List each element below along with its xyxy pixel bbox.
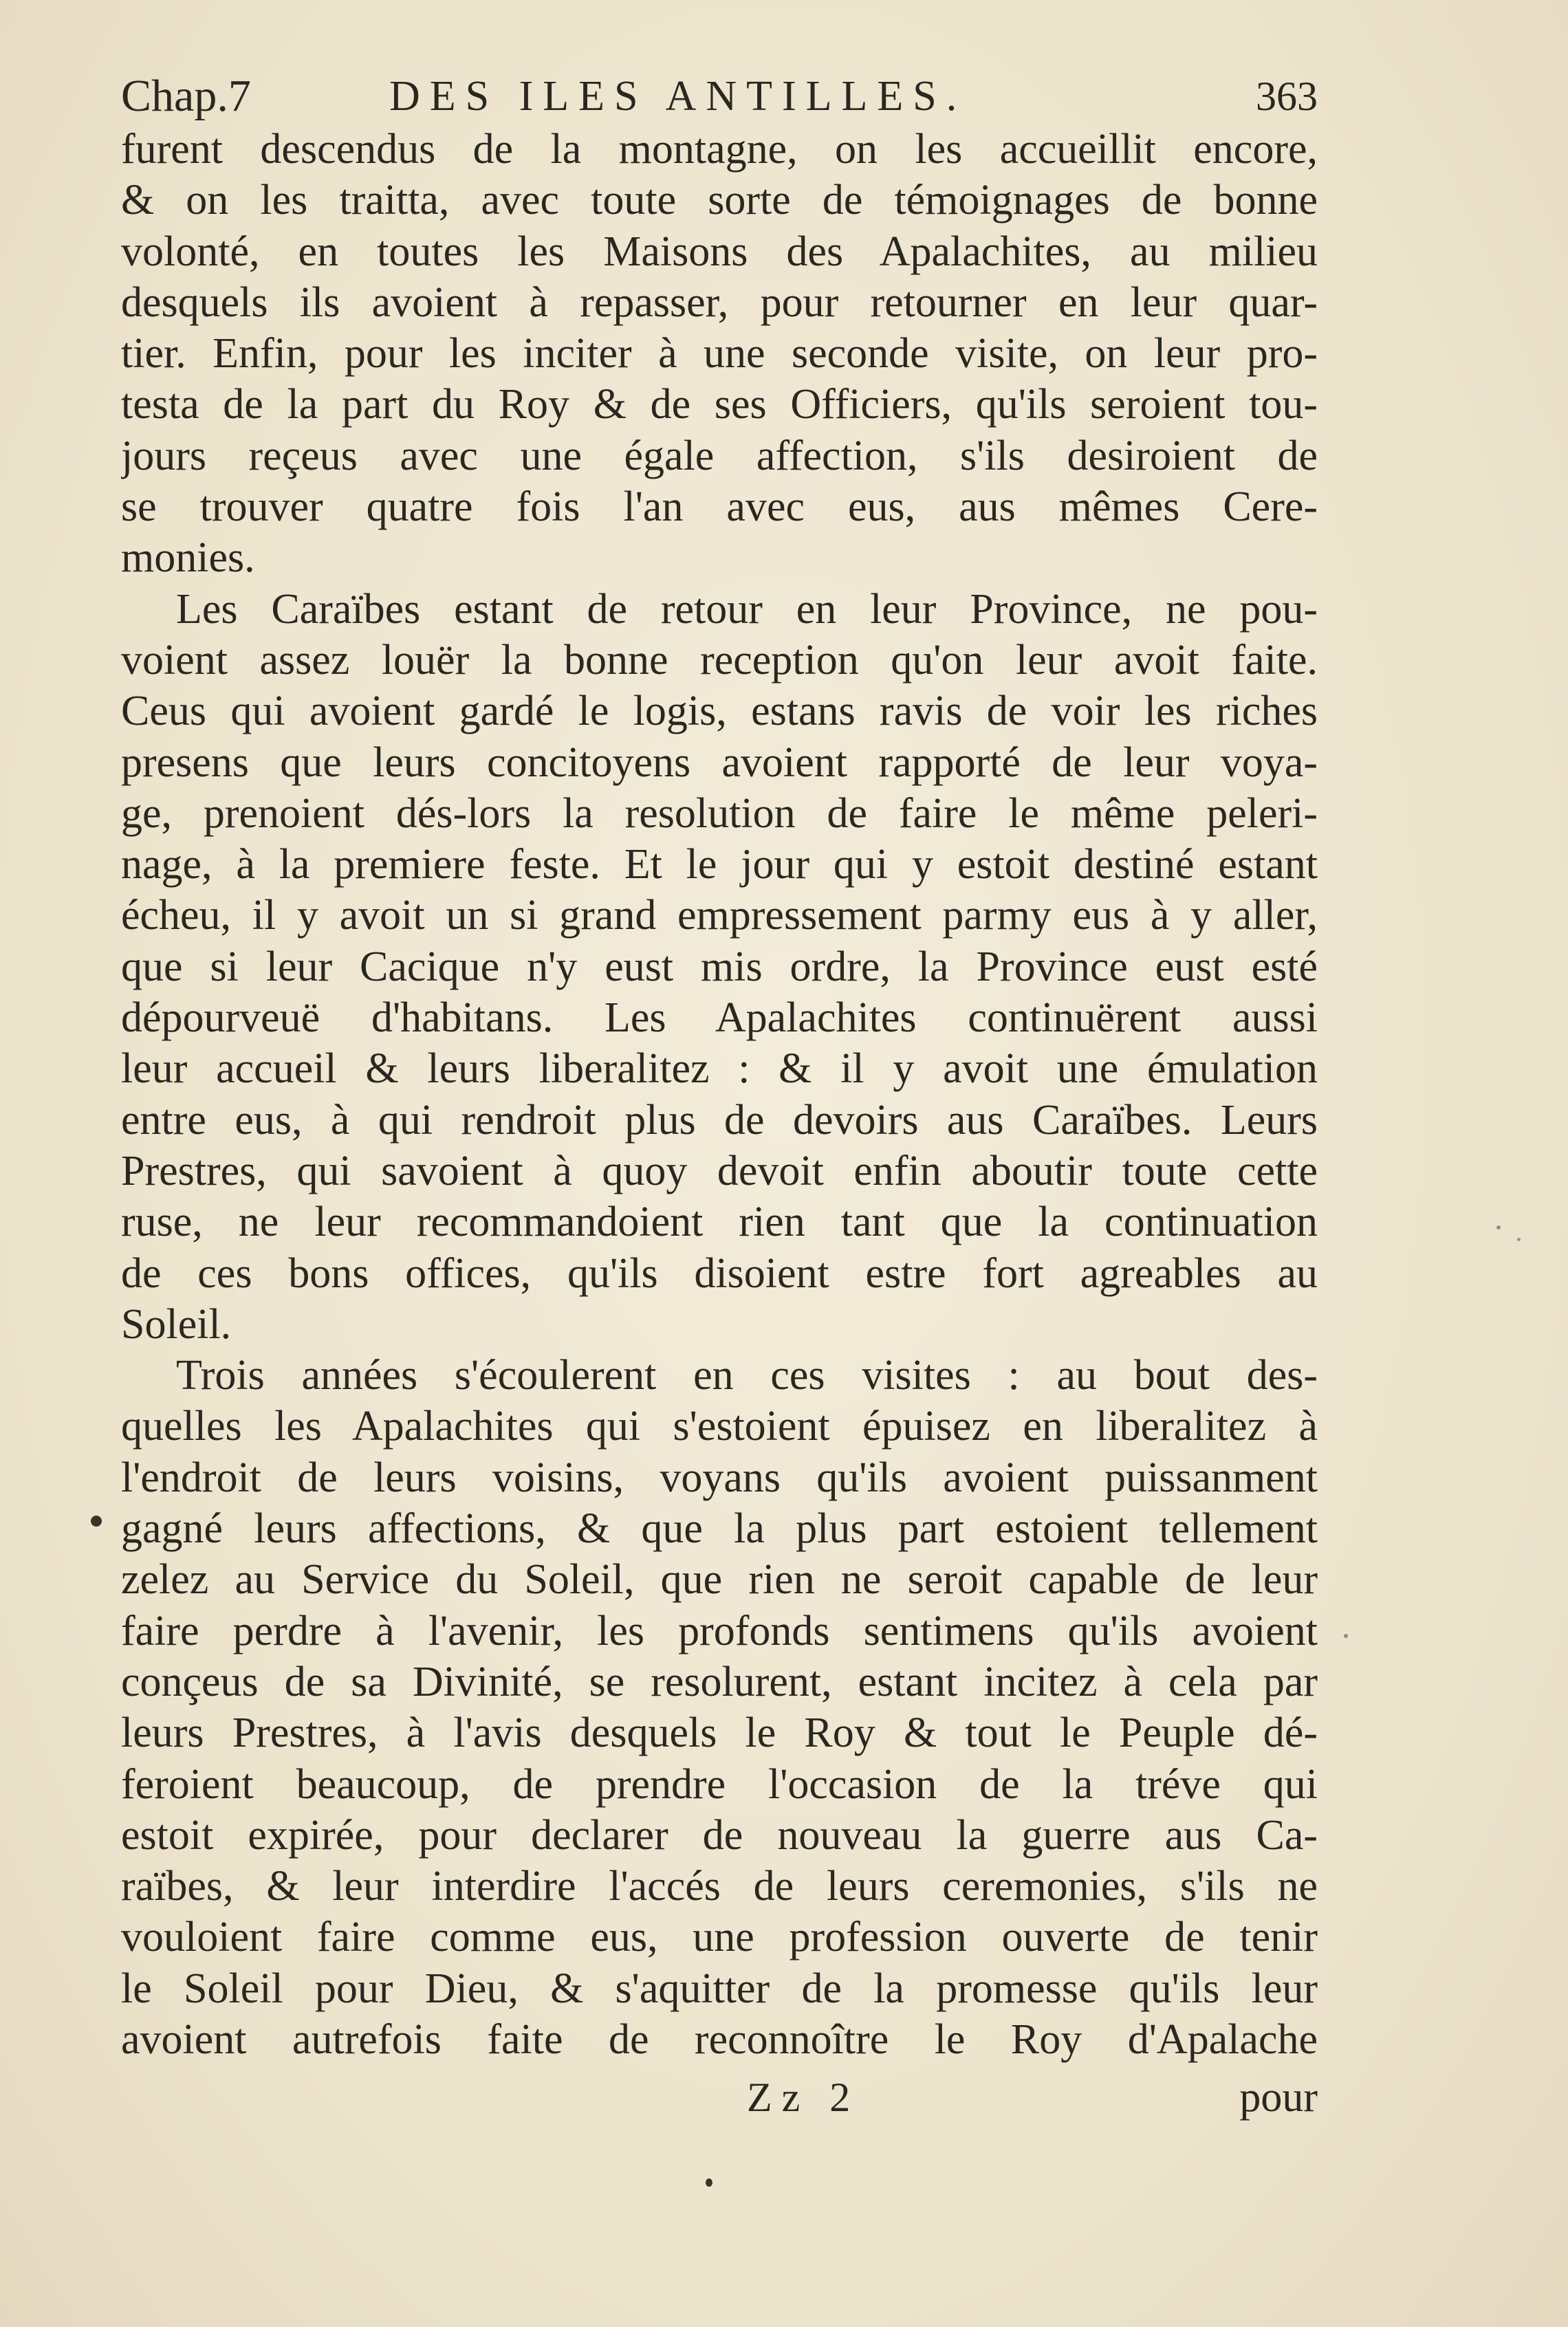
text-line: leur accueil & leurs liberalitez : & il y avoit une émulation xyxy=(121,1045,1318,1093)
signature-mark: Zz 2 xyxy=(747,2075,860,2120)
text-line: tier. Enfin, pour les inciter à une seconde visite, on leur pro- xyxy=(121,330,1318,378)
text-line: raïbes, & leur interdire l'accés de leurs ceremonies, s'ils ne xyxy=(121,1863,1318,1910)
ink-speck xyxy=(706,2178,712,2187)
paragraph-end-line: monies. xyxy=(121,534,255,582)
page-footer xyxy=(121,2070,1318,2125)
running-title: DES ILES ANTILLES. xyxy=(389,73,967,120)
text-line: avoient autrefois faite de reconnoître le Roy d'Apalache xyxy=(121,2015,1318,2063)
ink-speck xyxy=(91,1516,102,1527)
text-line: vouloient faire comme eus, une profession ouverte de tenir xyxy=(121,1914,1318,1961)
catchword: pour xyxy=(1239,2074,1318,2121)
text-line: & on les traitta, avec toute sorte de témoignages de bonne xyxy=(121,177,1318,224)
paragraph-end-line: Soleil. xyxy=(121,1300,232,1348)
ink-speck xyxy=(1496,1225,1501,1230)
text-line: faire perdre à l'avenir, les profonds sentimens qu'ils avoient xyxy=(121,1607,1318,1654)
text-line: jours reçeus avec une égale affection, s'ils desiroient de xyxy=(121,432,1318,479)
text-line: estoit expirée, pour declarer de nouveau la guerre aus Ca- xyxy=(121,1811,1318,1859)
text-line: feroient beaucoup, de prendre l'occasion de la tréve qui xyxy=(121,1760,1318,1808)
text-line: l'endroit de leurs voisins, voyans qu'ils avoient puissanment xyxy=(121,1454,1318,1501)
text-line: Prestres, qui savoient à quoy devoit enfin aboutir toute cette xyxy=(121,1147,1318,1194)
text-line: dépourveuë d'habitans. Les Apalachites continuërent aussi xyxy=(121,994,1318,1042)
body-text xyxy=(121,124,1318,2065)
text-line: gagné leurs affections, & que la plus part estoient tellement xyxy=(121,1505,1318,1553)
text-line: ge, prenoient dés-lors la resolution de faire le même peleri- xyxy=(121,789,1318,837)
ink-speck xyxy=(1344,1634,1348,1638)
text-line: le Soleil pour Dieu, & s'aquitter de la promesse qu'ils leur xyxy=(121,1965,1318,2012)
text-line: presens que leurs concitoyens avoient rapporté de leur voya- xyxy=(121,739,1318,786)
text-line: Ceus qui avoient gardé le logis, estans ravis de voir les riches xyxy=(121,688,1318,735)
text-line: voient assez louër la bonne reception qu'on leur avoit faite. xyxy=(121,636,1318,684)
text-line: testa de la part du Roy & de ses Officiers, qu'ils seroient tou- xyxy=(121,381,1318,428)
text-line: entre eus, à qui rendroit plus de devoirs aus Caraïbes. Leurs xyxy=(121,1096,1318,1144)
chapter-label: Chap.7 xyxy=(121,71,251,121)
paragraph-start-line: Les Caraïbes estant de retour en leur Province, ne pou- xyxy=(176,585,1318,633)
page-number: 363 xyxy=(1256,74,1318,119)
text-line: zelez au Service du Soleil, que rien ne seroit capable de leur xyxy=(121,1556,1318,1604)
text-line: volonté, en toutes les Maisons des Apalachites, au milieu xyxy=(121,228,1318,275)
text-line: écheu, il y avoit un si grand empressement parmy eus à y aller, xyxy=(121,892,1318,939)
text-line: se trouver quatre fois l'an avec eus, aus mêmes Cere- xyxy=(121,483,1318,531)
text-line: conçeus de sa Divinité, se resolurent, estant incitez à cela par xyxy=(121,1658,1318,1705)
text-line: quelles les Apalachites qui s'estoient épuisez en liberalitez à xyxy=(121,1403,1318,1450)
page-header xyxy=(121,69,1318,124)
text-line: furent descendus de la montagne, on les accueillit encore, xyxy=(121,126,1318,173)
paragraph-start-line: Trois années s'écoulerent en ces visites : au bout des- xyxy=(176,1352,1318,1399)
ink-speck xyxy=(1517,1238,1521,1241)
text-line: leurs Prestres, à l'avis desquels le Roy & tout le Peuple dé- xyxy=(121,1709,1318,1757)
text-line: que si leur Cacique n'y eust mis ordre, la Province eust esté xyxy=(121,943,1318,990)
text-line: de ces bons offices, qu'ils disoient estre fort agreables au xyxy=(121,1249,1318,1297)
text-line: desquels ils avoient à repasser, pour retourner en leur quar- xyxy=(121,278,1318,326)
text-line: ruse, ne leur recommandoient rien tant que la continuation xyxy=(121,1199,1318,1246)
text-line: nage, à la premiere feste. Et le jour qui y estoit destiné estant xyxy=(121,841,1318,888)
